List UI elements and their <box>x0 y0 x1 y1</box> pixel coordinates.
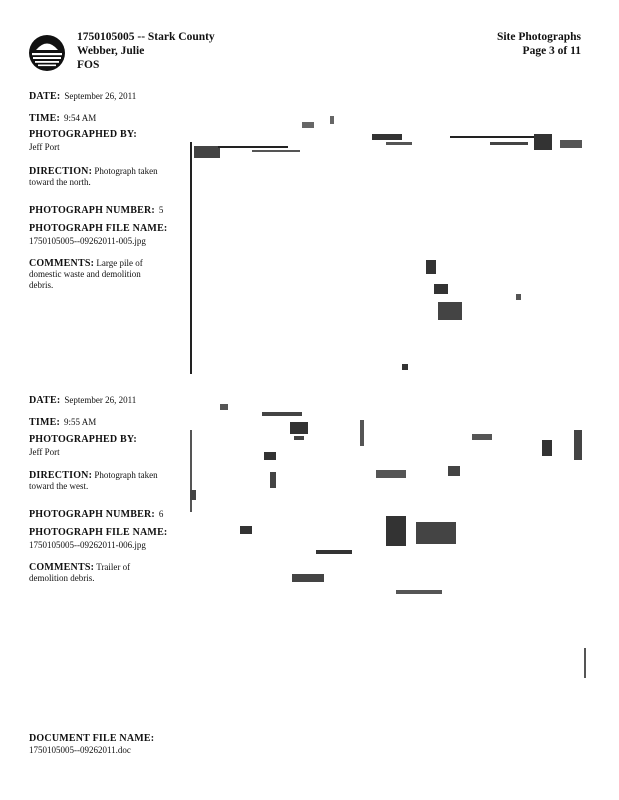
photo-2-comments-2: demolition debris. <box>29 573 95 583</box>
time-label: TIME: <box>29 417 60 428</box>
photo-2-file-name: 1750105005--09262011-006.jpg <box>29 540 146 550</box>
photo-1-direction-2: toward the north. <box>29 177 91 187</box>
photo-1-number: 5 <box>158 205 164 215</box>
photo-file-label: PHOTOGRAPH FILE NAME: <box>29 223 168 234</box>
comments-label: COMMENTS: <box>29 562 95 573</box>
photo-2-direction-1: Photograph taken <box>94 470 158 480</box>
site-id: 1750105005 -- Stark County <box>77 31 215 43</box>
direction-label: DIRECTION: <box>29 470 93 481</box>
photo-1-file-name: 1750105005--09262011-005.jpg <box>29 236 146 246</box>
photo-1-comments-1: Large pile of <box>96 258 143 268</box>
page-number: Page 3 of 11 <box>522 45 581 57</box>
time-label: TIME: <box>29 113 60 124</box>
document-file-label: DOCUMENT FILE NAME: <box>29 733 155 744</box>
office-code: FOS <box>77 59 100 71</box>
photo-2-photographer: Jeff Port <box>29 447 60 457</box>
photographed-by-label: PHOTOGRAPHED BY: <box>29 129 137 140</box>
document-file-name: 1750105005--09262011.doc <box>29 745 131 755</box>
agency-logo <box>27 33 67 73</box>
photo-file-label: PHOTOGRAPH FILE NAME: <box>29 527 168 538</box>
photo-1-direction-1: Photograph taken <box>94 166 158 176</box>
site-photo-1 <box>190 106 588 374</box>
photo-1-date: September 26, 2011 <box>64 91 137 101</box>
photo-number-label: PHOTOGRAPH NUMBER: <box>29 509 155 520</box>
photo-2-time: 9:55 AM <box>64 417 97 427</box>
photo-1-time: 9:54 AM <box>64 113 97 123</box>
photo-1-comments-3: debris. <box>29 280 54 290</box>
direction-label: DIRECTION: <box>29 166 93 177</box>
date-label: DATE: <box>29 395 61 406</box>
photo-2-direction-2: toward the west. <box>29 481 89 491</box>
date-label: DATE: <box>29 91 61 102</box>
photo-1-photographer: Jeff Port <box>29 142 60 152</box>
logo-seal-icon <box>27 33 67 73</box>
photo-2-date: September 26, 2011 <box>64 395 137 405</box>
photo-2-comments-1: Trailer of <box>96 562 131 572</box>
comments-label: COMMENTS: <box>29 258 95 269</box>
site-photo-2 <box>190 390 588 680</box>
document-title: Site Photographs <box>496 31 581 43</box>
photo-2-number: 6 <box>158 509 164 519</box>
photo-1-comments-2: domestic waste and demolition <box>29 269 141 279</box>
photographed-by-label: PHOTOGRAPHED BY: <box>29 434 137 445</box>
inspector-name: Webber, Julie <box>77 45 145 57</box>
photo-number-label: PHOTOGRAPH NUMBER: <box>29 205 155 216</box>
